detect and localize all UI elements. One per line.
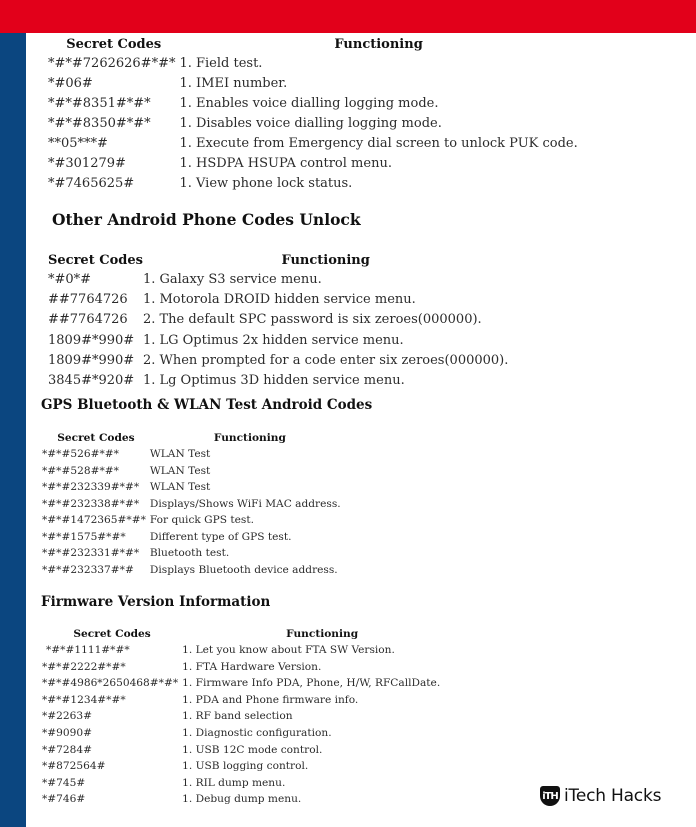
watermark-text: iTech Hacks — [564, 786, 662, 806]
table-header-row — [48, 35, 578, 54]
secret-codes-table-general — [48, 35, 578, 194]
function-cell: 1. Let you know about FTA SW Version. — [182, 644, 395, 656]
secret-codes-table-gps-bluetooth-wlan — [42, 430, 350, 578]
code-cell: ##7764726 — [48, 312, 128, 328]
function-cell: 1. RF band selection — [182, 710, 293, 723]
function-cell: 1. Lg Optimus 3D hidden service menu. — [142, 372, 405, 388]
column-header-secret-codes: Secret Codes — [66, 37, 162, 52]
code-cell: *#*#1111#*#* — [46, 644, 130, 656]
code-cell: *#*#8351#*#* — [48, 96, 151, 111]
code-cell: 1809#*990# — [48, 352, 135, 368]
function-cell: 1. PDA and Phone firmware info. — [182, 693, 359, 706]
function-cell: WLAN Test — [149, 448, 211, 460]
secret-codes-table-other-android — [48, 251, 508, 391]
table-row — [42, 496, 350, 513]
table-header-row — [42, 430, 350, 446]
table-row — [42, 775, 462, 792]
table-row — [42, 463, 350, 480]
code-cell: *#*#232331#*#* — [42, 547, 140, 559]
table-row — [42, 692, 462, 709]
table-row — [48, 290, 508, 310]
document-body — [26, 33, 696, 827]
code-cell: *#9090# — [42, 726, 93, 739]
function-cell: 1. Disables voice dialling logging mode. — [179, 116, 442, 131]
function-cell: 1. Execute from Emergency dial screen to unlock PUK code. — [179, 136, 578, 151]
table-header-row — [42, 626, 462, 642]
table-row — [42, 479, 350, 496]
secret-codes-table-firmware — [42, 626, 462, 808]
function-cell: 1. USB 12C mode control. — [182, 743, 323, 756]
function-cell: 1. HSDPA HSUPA control menu. — [179, 156, 392, 171]
table-row — [42, 529, 350, 546]
table-row — [42, 446, 350, 463]
table-row — [48, 270, 508, 290]
table-row — [42, 725, 462, 742]
table-row — [42, 791, 462, 808]
function-cell: 2. The default SPC password is six zeroes(000000). — [142, 312, 482, 328]
code-cell: *#7284# — [42, 743, 93, 756]
function-cell: Bluetooth test. — [149, 547, 230, 559]
column-header-functioning: Functioning — [213, 432, 286, 444]
code-cell: *#06# — [48, 76, 93, 91]
code-cell: *#*#1575#*#* — [42, 530, 126, 543]
code-cell: 1809#*990# — [48, 332, 135, 348]
code-cell: *#*#526#*#* — [42, 448, 119, 460]
function-cell: 1. IMEI number. — [179, 76, 288, 91]
function-cell: 1. FTA Hardware Version. — [182, 660, 322, 673]
section-heading-other-android-codes: Other Android Phone Codes Unlock — [52, 210, 361, 229]
table-row — [48, 310, 508, 330]
function-cell: 1. Galaxy S3 service menu. — [142, 272, 322, 287]
table-header-row — [48, 251, 508, 270]
column-header-secret-codes: Secret Codes — [48, 253, 143, 268]
table-row — [42, 512, 350, 529]
column-header-secret-codes: Secret Codes — [73, 628, 151, 640]
code-cell: **05***# — [48, 136, 108, 151]
code-cell: *#*#232337#*# — [42, 563, 134, 576]
code-cell: *#*#7262626#*#* — [48, 56, 176, 71]
table-row — [42, 708, 462, 725]
table-row — [42, 642, 462, 659]
code-cell: ##7764726 — [48, 292, 128, 308]
left-blue-sidebar — [0, 33, 26, 827]
table-row — [48, 174, 578, 194]
table-row — [48, 94, 578, 114]
code-cell: *#*#4986*2650468#*#* — [42, 677, 179, 690]
code-cell: *#*#232339#*#* — [42, 481, 140, 493]
code-cell: *#*#8350#*#* — [48, 116, 151, 131]
function-cell: 2. When prompted for a code enter six zeroes(000000). — [142, 352, 509, 368]
function-cell: 1. RIL dump menu. — [182, 776, 286, 789]
function-cell: 1. Field test. — [179, 56, 263, 71]
table-row — [48, 351, 508, 371]
table-row — [48, 134, 578, 154]
code-cell: *#0*# — [48, 272, 92, 287]
table-row — [42, 675, 462, 692]
code-cell: *#746# — [42, 793, 86, 806]
top-red-band — [0, 0, 696, 33]
function-cell: 1. USB logging control. — [182, 760, 309, 773]
table-row — [42, 545, 350, 562]
table-row — [48, 114, 578, 134]
code-cell: *#*#232338#*#* — [42, 497, 140, 510]
function-cell: Different type of GPS test. — [149, 530, 292, 543]
code-cell: *#*#1472365#*#* — [42, 514, 146, 526]
code-cell: *#301279# — [48, 156, 126, 171]
table-row — [42, 659, 462, 676]
function-cell: 1. View phone lock status. — [179, 176, 353, 191]
function-cell: Displays/Shows WiFi MAC address. — [149, 497, 341, 510]
code-cell: *#*#528#*#* — [42, 464, 119, 477]
column-header-functioning: Functioning — [281, 253, 370, 268]
code-cell: *#745# — [42, 776, 86, 789]
function-cell: WLAN Test — [149, 464, 211, 477]
table-row — [42, 742, 462, 759]
column-header-functioning: Functioning — [286, 628, 359, 640]
itechhacks-watermark — [540, 786, 661, 806]
itechhacks-logo-icon: iTH — [540, 786, 560, 806]
function-cell: WLAN Test — [149, 481, 211, 493]
table-row — [48, 371, 508, 391]
function-cell: 1. Debug dump menu. — [182, 793, 302, 806]
code-cell: *#*#2222#*#* — [42, 660, 126, 673]
code-cell: *#872564# — [42, 760, 106, 773]
function-cell: 1. Enables voice dialling logging mode. — [179, 96, 439, 111]
function-cell: Displays Bluetooth device address. — [149, 563, 338, 576]
table-row — [42, 758, 462, 775]
code-cell: 3845#*920# — [48, 372, 135, 388]
code-cell: *#2263# — [42, 710, 93, 723]
function-cell: 1. Diagnostic configuration. — [182, 726, 332, 739]
function-cell: For quick GPS test. — [149, 514, 254, 526]
function-cell: 1. Motorola DROID hidden service menu. — [142, 292, 416, 308]
table-row — [48, 331, 508, 351]
column-header-functioning: Functioning — [334, 37, 423, 52]
function-cell: 1. LG Optimus 2x hidden service menu. — [142, 332, 404, 348]
code-cell: *#*#1234#*#* — [42, 693, 126, 706]
table-row — [42, 562, 350, 579]
column-header-secret-codes: Secret Codes — [57, 432, 135, 444]
table-row — [48, 74, 578, 94]
section-heading-gps-bluetooth-wlan: GPS Bluetooth & WLAN Test Android Codes — [41, 397, 373, 413]
table-row — [48, 154, 578, 174]
table-row — [48, 54, 578, 74]
code-cell: *#7465625# — [48, 176, 135, 191]
function-cell: 1. Firmware Info PDA, Phone, H/W, RFCallDate. — [182, 677, 441, 690]
section-heading-firmware-version: Firmware Version Information — [41, 594, 271, 610]
